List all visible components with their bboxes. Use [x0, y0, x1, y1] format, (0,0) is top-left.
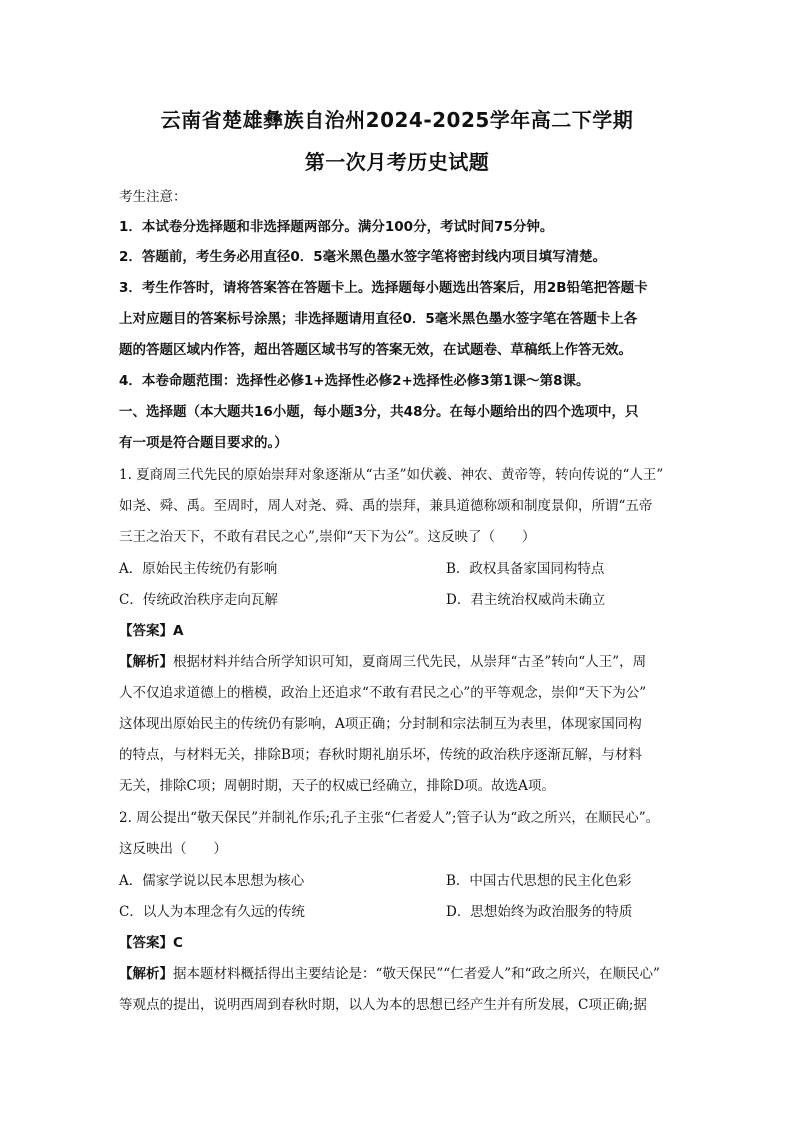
document-subtitle: 第一次月考历史试题: [304, 150, 490, 174]
question-stem: 2. 周公提出“敬天保民”并制礼作乐;孔子主张“仁者爱人”;管子认为“政之所兴，在顺民心”。: [119, 810, 660, 826]
analysis-text: 根据材料并结合所学知识可知，夏商周三代先民，从崇拜“古圣”转向“人王”，周: [173, 654, 647, 670]
option-b: B．中国古代思想的民主化色彩: [446, 873, 632, 889]
option-d: D．君主统治权威尚未确立: [446, 592, 606, 608]
analysis-label: 【解析】: [119, 654, 173, 670]
option-b: B．政权具备家国同构特点: [446, 561, 605, 577]
notes-heading: 考生注意：: [119, 189, 187, 205]
analysis-line: 这体现出原始民主的传统仍有影响，A项正确；分封制和宗法制互为表里，体现家国同构: [119, 716, 642, 732]
question-stem: 如尧、舜、禹。至周时，周人对尧、舜、禹的崇拜，兼具道德称颂和制度景仰，所谓“五帝: [119, 498, 653, 514]
analysis-line: [119, 652, 646, 672]
section-heading-cont: 有一项是符合题目要求的。）: [119, 435, 288, 451]
option-c: C．传统政治秩序走向瓦解: [119, 592, 278, 608]
answer: 【答案】C: [119, 935, 183, 951]
note-line: 4．本卷命题范围：选择性必修1+选择性必修2+选择性必修3第1课～第8课。: [119, 373, 590, 389]
note-line: 2．答题前，考生务必用直径0．5毫米黑色墨水签字笔将密封线内项目填写清楚。: [119, 249, 607, 265]
question-stem: 这反映出（ ）: [119, 841, 227, 857]
option-c: C．以人为本理念有久远的传统: [119, 904, 305, 920]
analysis-line: 的特点，与材料无关，排除B项；春秋时期礼崩乐坏，传统的政治秩序逐渐瓦解，与材料: [119, 747, 642, 763]
option-a: A．原始民主传统仍有影响: [119, 561, 278, 577]
note-line: 上对应题目的答案标号涂黑；非选择题请用直径0．5毫米黑色墨水签字笔在答题卡上各: [119, 311, 638, 327]
document-title: 云南省楚雄彝族自治州2024-2025学年高二下学期: [160, 108, 634, 132]
analysis-line: [119, 964, 660, 984]
option-a: A．儒家学说以民本思想为核心: [119, 873, 305, 889]
section-heading: 一、选择题（本大题共16小题，每小题3分，共48分。在每小题给出的四个选项中，只: [119, 404, 639, 420]
analysis-label: 【解析】: [119, 966, 173, 982]
analysis-line: 等观点的提出，说明西周到春秋时期，以人为本的思想已经产生并有所发展，C项正确;据: [119, 997, 647, 1013]
note-line: 1．本试卷分选择题和非选择题两部分。满分100分，考试时间75分钟。: [119, 219, 554, 235]
option-d: D．思想始终为政治服务的特质: [446, 904, 633, 920]
analysis-text: 据本题材料概括得出主要结论是：“敬天保民”“仁者爱人”和“政之所兴，在顺民心”: [173, 966, 660, 982]
analysis-line: 无关，排除C项；周朝时期，天子的权威已经确立，排除D项。故选A项。: [119, 778, 555, 794]
analysis-line: 人不仅追求道德上的楷模，政治上还追求“不敢有君民之心”的平等观念，崇仰“天下为公”: [119, 685, 647, 701]
question-stem: 1. 夏商周三代先民的原始崇拜对象逐渐从“古圣”如伏羲、神农、黄帝等，转向传说的“人王”: [119, 467, 664, 483]
note-line: 3．考生作答时，请将答案答在答题卡上。选择题每小题选出答案后，用2B铅笔把答题卡: [119, 280, 648, 296]
note-line: 题的答题区域内作答，超出答题区域书写的答案无效，在试题卷、草稿纸上作答无效。: [119, 342, 632, 358]
answer: 【答案】A: [119, 623, 184, 639]
question-stem: 三王之治天下，不敢有君民之心”,崇仰“天下为公”。这反映了（ ）: [119, 529, 536, 545]
